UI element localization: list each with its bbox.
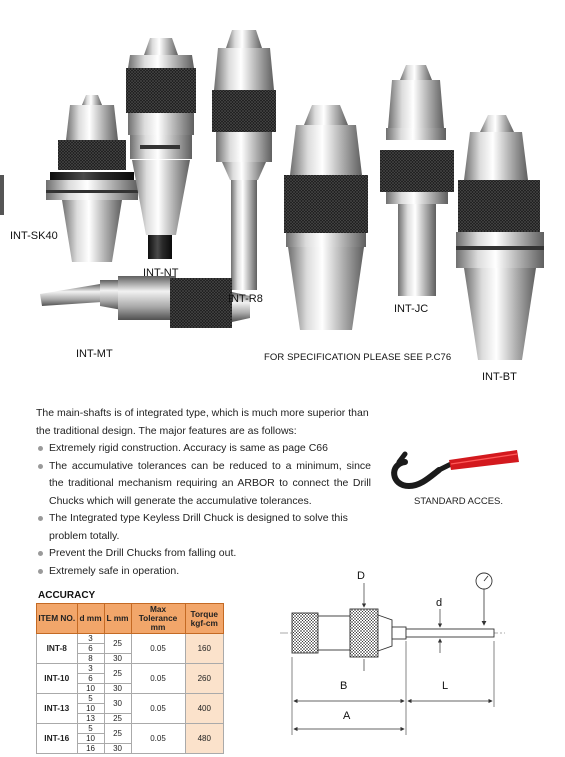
d-cell: 10 [77,684,104,694]
table-row [37,694,224,704]
accuracy-title: ACCURACY [38,590,96,601]
d-cell: 8 [77,654,104,664]
header-torque: Torque kgf-cm [185,604,223,634]
d-cell: 6 [77,674,104,684]
d-cell: 16 [77,744,104,754]
header-item: ITEM NO. [37,604,78,634]
torque-cell: 480 [185,724,223,754]
header-d: d mm [77,604,104,634]
d-cell: 3 [77,634,104,644]
dim-label-D: D [357,570,365,582]
l-cell: 25 [104,664,131,684]
header-tolerance: Max Tolerance mm [131,604,185,634]
dim-label-L: L [442,680,449,692]
label-int-nt: INT-NT [143,267,179,279]
tolerance-cell: 0.05 [131,694,185,724]
dimension-diagram [280,565,520,745]
table-row [37,724,224,734]
accessory-caption: STANDARD ACCES. [414,496,504,507]
d-cell: 6 [77,644,104,654]
dim-label-B: B [340,680,348,692]
int-center-chuck [284,105,368,330]
hook-wrench-image [385,440,525,500]
torque-cell: 260 [185,664,223,694]
l-cell: 30 [104,694,131,714]
header-l: L mm [104,604,131,634]
tolerance-cell: 0.05 [131,634,185,664]
table-row [37,634,224,644]
accuracy-table [36,603,224,754]
dim-label-d: d [436,597,443,609]
label-int-bt: INT-BT [482,371,517,383]
d-cell: 13 [77,714,104,724]
d-cell: 5 [77,724,104,734]
d-cell: 5 [77,694,104,704]
l-cell: 30 [104,684,131,694]
description-intro: The main-shafts is of integrated type, which is much more superior than the traditional design. The major features are as follows: [36,407,369,437]
diagram-chuck-body [292,609,494,657]
torque-cell: 400 [185,694,223,724]
feature-item: The accumulative tolerances can be reduced to a minimum, since the traditional mechanism requiring an ARBOR to connect the Drill Chucks which will generate the accumulative tolerances. [36,458,371,511]
item-cell: INT-10 [37,664,78,694]
label-int-sk40: INT-SK40 [10,230,58,242]
item-cell: INT-8 [37,634,78,664]
feature-item: Extremely safe in operation. [36,563,371,581]
item-cell: INT-16 [37,724,78,754]
spec-note: FOR SPECIFICATION PLEASE SEE P.C76 [264,352,452,363]
l-cell: 30 [104,744,131,754]
l-cell: 30 [104,654,131,664]
int-jc-chuck [380,65,454,296]
int-bt-chuck [456,115,544,360]
int-nt-chuck [126,38,196,259]
torque-cell: 160 [185,634,223,664]
table-row [37,664,224,674]
d-cell: 10 [77,734,104,744]
tolerance-cell: 0.05 [131,724,185,754]
dim-label-A: A [343,710,351,722]
l-cell: 25 [104,724,131,744]
item-cell: INT-13 [37,694,78,724]
int-r8-chuck [212,30,276,290]
feature-item: Prevent the Drill Chucks from falling out. [36,545,371,563]
tolerance-cell: 0.05 [131,664,185,694]
label-int-r8: INT-R8 [228,293,263,305]
label-int-mt: INT-MT [76,348,113,360]
feature-list [36,440,371,580]
int-mt-chuck [40,276,250,328]
int-sk40-chuck [46,95,138,262]
d-cell: 10 [77,704,104,714]
l-cell: 25 [104,634,131,654]
description-block [36,405,371,580]
l-cell: 25 [104,714,131,724]
label-int-jc: INT-JC [394,303,429,315]
feature-item: Extremely rigid construction. Accuracy is same as page C66 [36,440,371,458]
d-cell: 3 [77,664,104,674]
feature-item-continued: The Integrated type Keyless Drill Chuck is designed to solve this problem totally. [36,510,371,545]
